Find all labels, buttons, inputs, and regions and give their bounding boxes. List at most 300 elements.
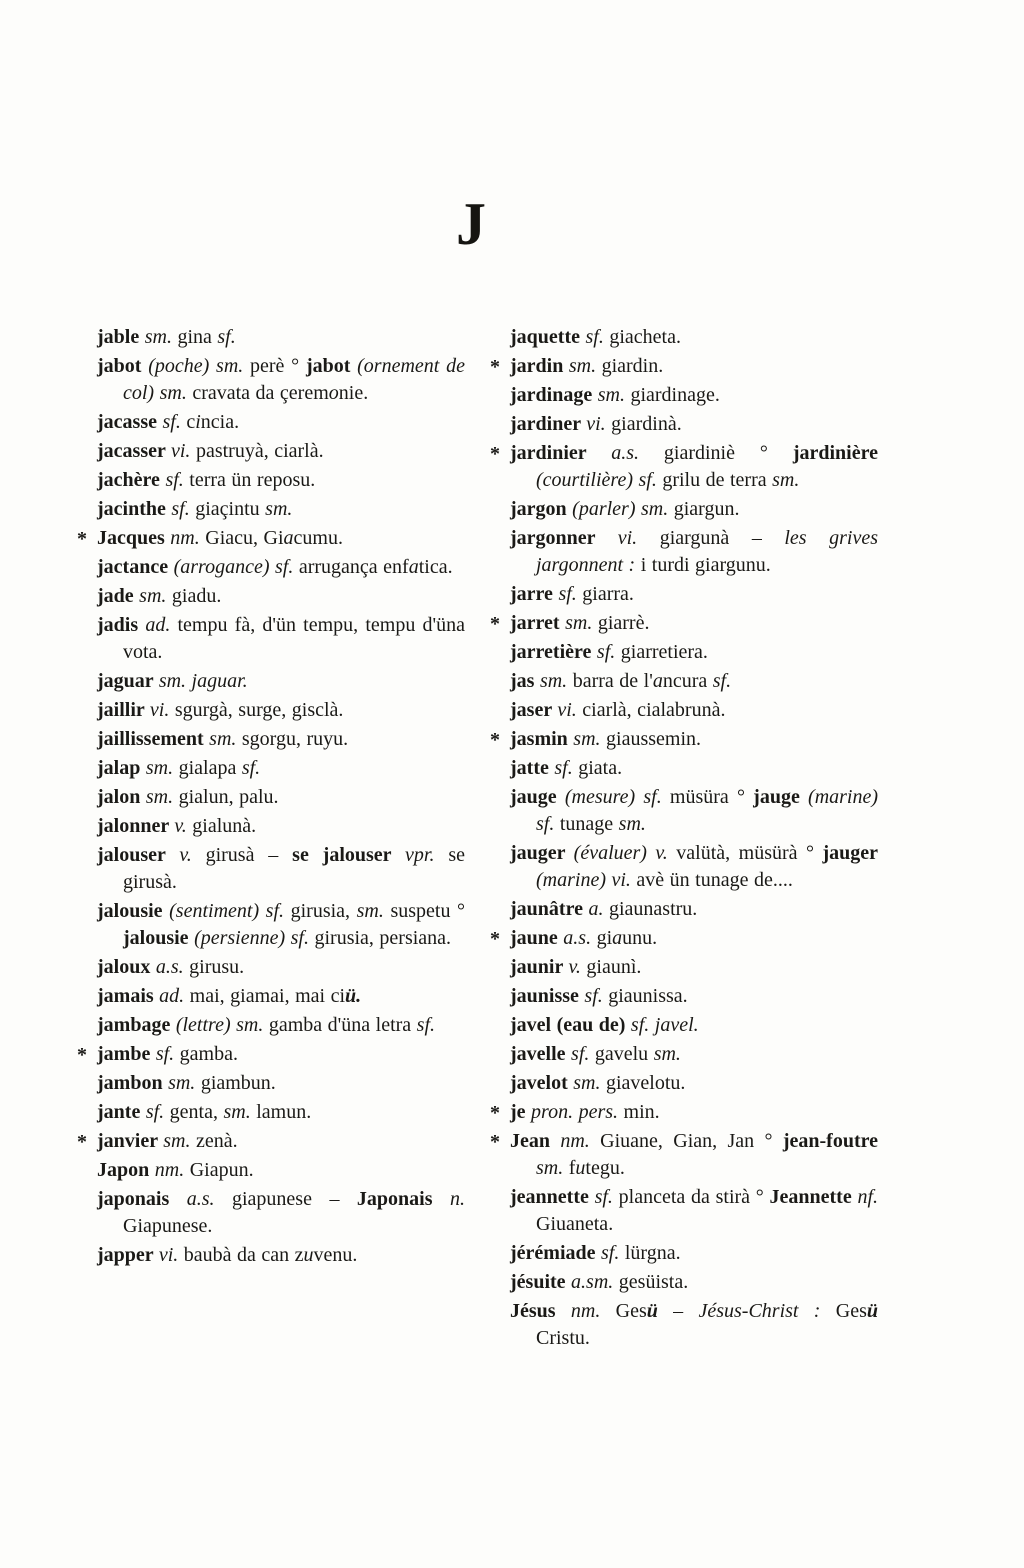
entry-text: giarretiera. [620,641,708,663]
headword: jaunâtre [510,898,589,920]
entry-text: vi. [171,440,196,462]
entry-text: mai, giamai, mai ci [189,985,346,1007]
dictionary-entry [97,554,465,581]
columns-container [77,324,879,1354]
entry-text: cravata da çerem [192,382,329,404]
entry-text: Ges [835,1300,867,1322]
entry-text: unu. [622,927,658,949]
headword: jarre [510,583,559,605]
entry-text: Jésus-Christ : [698,1300,836,1322]
entry-text: (arrogance) sf. [173,556,299,578]
entry-text: a [408,556,419,578]
entry-text: ü [646,1300,658,1322]
dictionary-entry [510,983,878,1010]
entry-text: gamba. [179,1043,238,1065]
entry-text: tica. [418,556,453,578]
headword: janvier [97,1130,164,1152]
entry-text: sf. [165,469,190,491]
headword: jargonner [510,527,618,549]
dictionary-entry [490,1099,878,1126]
entry-text: sm. [536,1157,569,1179]
dictionary-entry [490,610,878,637]
entry-text: sf. [416,1014,436,1036]
headword: jardinier [510,442,612,464]
entry-text: giardiniè ° [663,442,793,464]
headword: jatte [510,757,555,779]
entry-text: vi. [149,699,175,721]
entry-text: sf. [558,583,583,605]
headword: jaune [510,927,564,949]
common-word-star: * [490,356,500,378]
headword: Jeannette [769,1186,858,1208]
entry-text: Giuaneta. [536,1213,614,1235]
entry-text: (marine) sf. [536,786,879,835]
dictionary-entry [97,755,465,782]
entry-text: o [328,382,339,404]
entry-text: u [575,1157,586,1179]
entry-text: gialun, palu. [178,786,279,808]
headword: jas [510,670,540,692]
dictionary-entry [97,1242,465,1269]
entry-text: sm. [618,813,646,835]
headword: jacasse [97,411,163,433]
entry-text: giambun. [200,1072,276,1094]
entry-text: sm. jaguar. [158,670,248,692]
entry-text: valütà, müsürà ° [676,842,823,864]
entry-text: sm. [163,1130,196,1152]
entry-text: sm. [145,757,179,779]
entry-text: vi. [617,527,660,549]
entry-text: sm. [209,728,242,750]
entry-text: sf. [594,1186,619,1208]
entry-text: sf. [585,326,610,348]
entry-text: giaunì. [586,956,642,978]
headword: jachère [97,469,166,491]
dictionary-entry [97,784,465,811]
entry-text: perè ° [250,355,306,377]
entry-text: sm. [168,1072,201,1094]
entry-text: a.s. [155,956,190,978]
entry-text: giaunissa. [608,985,688,1007]
dictionary-column-left [77,324,466,1354]
dictionary-entry [490,440,878,494]
entry-text: (poche) sm. [148,355,251,377]
entry-text: cumu. [293,527,343,549]
common-word-star: * [490,1102,500,1124]
entry-text: sm. [145,786,179,808]
headword: jaillir [97,699,150,721]
dictionary-entry [510,496,878,523]
dictionary-entry [510,1298,878,1352]
dictionary-entry [510,581,878,608]
common-word-star: * [77,1044,87,1066]
headword: jalap [97,757,146,779]
entry-text: lürgna. [624,1242,681,1264]
dictionary-entry [510,1184,878,1238]
entry-text: v. [179,844,206,866]
headword: jamais [97,985,160,1007]
dictionary-entry [490,925,878,952]
headword: jalouser [97,844,180,866]
entry-text: ad. [159,985,190,1007]
dictionary-entry [97,438,465,465]
headword: jambe [97,1043,156,1065]
entry-text: i turdi giargunu. [640,554,771,576]
common-word-star: * [490,729,500,751]
dictionary-entry [490,353,878,380]
common-word-star: * [490,1131,500,1153]
entry-text: zenà. [195,1130,238,1152]
entry-text: terra ün reposu. [189,469,316,491]
headword: jaunir [510,956,569,978]
entry-text: a.sm. [571,1271,619,1293]
entry-text: nf. [857,1186,879,1208]
entry-text: Ges [615,1300,647,1322]
entry-text: a. [588,898,609,920]
dictionary-entry [510,668,878,695]
entry-text: vpr. [405,844,449,866]
entry-text: a.s. [186,1188,232,1210]
headword: se jalouser [292,844,406,866]
entry-text: vi. [586,413,612,435]
entry-text: giardin. [601,355,664,377]
dictionary-column-right [490,324,879,1354]
headword: jalousie [97,900,170,922]
entry-text: Giuane, Gian, Jan ° [600,1130,783,1152]
entry-text: giardinà. [611,413,682,435]
headword: jacinthe [97,498,172,520]
entry-text: sf. [241,757,261,779]
entry-text: suspetu ° [390,900,466,922]
entry-text: giardinage. [630,384,720,406]
entry-text: girusia, [290,900,357,922]
dictionary-entry [510,411,878,438]
dictionary-entry [510,525,878,579]
entry-text: f [568,1157,576,1179]
entry-text: gamba d'üna letra [268,1014,417,1036]
dictionary-entry [97,496,465,523]
entry-text: (mesure) sf. [564,786,670,808]
dictionary-entry [510,840,878,894]
entry-text: giapunese – [232,1188,357,1210]
entry-text: giata. [578,757,623,779]
headword: jardiner [510,413,587,435]
entry-text: les grives jargonnent : [536,527,879,576]
entry-text: ciarlà, cialabrunà. [582,699,726,721]
dictionary-entry [97,612,465,666]
entry-text: a [612,927,623,949]
entry-text: pron. pers. [531,1101,624,1123]
entry-text: Giapun. [189,1159,254,1181]
headword: Japon [97,1159,155,1181]
entry-text: sf. javel. [630,1014,699,1036]
entry-text: ncia. [200,411,240,433]
entry-text: gialunà. [192,815,257,837]
entry-text: tempu fà, d'ün tempu, tempu d'üna vota. [123,614,466,663]
entry-text: a [283,527,294,549]
dictionary-entry [97,1157,465,1184]
entry-text: sm. [568,355,602,377]
headword: javelot [510,1072,574,1094]
entry-text: sf. [162,411,187,433]
entry-text: tunage [559,813,619,835]
entry-text: sm. [573,728,607,750]
headword: jésuite [510,1271,572,1293]
dictionary-entry [97,353,465,407]
entry-text: sf. [554,757,579,779]
entry-text: genta, [169,1101,224,1123]
entry-text: avè ün tunage de.... [636,869,793,891]
dictionary-entry [97,1099,465,1126]
entry-text: Giacu, Gi [205,527,284,549]
dictionary-entry [77,525,465,552]
headword: javel (eau de) [510,1014,631,1036]
common-word-star: * [490,613,500,635]
headword: javelle [510,1043,572,1065]
entry-text: sf. [584,985,609,1007]
entry-text: vi. [158,1244,184,1266]
entry-text: giarrè. [597,612,650,634]
section-letter-heading: J [456,191,486,257]
entry-text: nm. [560,1130,601,1152]
entry-text: ad. [145,614,178,636]
dictionary-entry [77,1128,465,1155]
entry-text: sm. [539,670,573,692]
entry-text: i [195,411,201,433]
common-word-star: * [490,443,500,465]
headword: jade [97,585,140,607]
headword: jérémiade [510,1242,602,1264]
entry-text: gesüista. [618,1271,689,1293]
entry-text: gavelu [594,1043,654,1065]
entry-text: baubà da can z [183,1244,304,1266]
dictionary-entry [97,409,465,436]
entry-text: sm. [144,326,178,348]
entry-text: sf. [712,670,732,692]
dictionary-entry [510,755,878,782]
headword: jaillissement [97,728,210,750]
headword: Jésus [510,1300,571,1322]
entry-text: gina [177,326,218,348]
dictionary-entry [490,1128,878,1182]
headword: jalon [97,786,146,808]
entry-text: venu. [313,1244,358,1266]
headword: jardinière [792,442,878,464]
headword: jaloux [97,956,156,978]
dictionary-entry [97,898,465,952]
dictionary-entry [510,1041,878,1068]
entry-text: sm. [772,469,800,491]
entry-text: vi. [557,699,583,721]
entry-text: gi [596,927,613,949]
dictionary-entry [97,324,465,351]
dictionary-entry [510,639,878,666]
entry-text: barra de l' [572,670,653,692]
entry-text: Cristu. [536,1327,590,1349]
dictionary-entry [77,1041,465,1068]
headword: jalousie [123,927,195,949]
entry-text: girusu. [189,956,245,978]
headword: jaser [510,699,558,721]
entry-text: giaçintu [195,498,266,520]
entry-text: grilu de terra [662,469,773,491]
dictionary-entry [490,726,878,753]
entry-text: planceta da stirà ° [618,1186,770,1208]
headword: je [510,1101,532,1123]
common-word-star: * [77,528,87,550]
headword: jasmin [510,728,574,750]
headword: jauge [510,786,565,808]
entry-text: tegu. [585,1157,625,1179]
entry-text: pastruyà, ciarlà. [195,440,324,462]
entry-text: (parler) sm. [572,498,674,520]
entry-text: giavelotu. [606,1072,686,1094]
entry-text: ü. [345,985,362,1007]
entry-text: sm. [139,585,172,607]
entry-text: (courtilière) sf. [536,469,663,491]
headword: jaquette [510,326,586,348]
entry-text: (sentiment) sf. [169,900,291,922]
entry-text: giaunastru. [608,898,698,920]
headword: jabot [97,355,149,377]
entry-text: u [303,1244,314,1266]
headword: jauge [753,786,809,808]
dictionary-entry [97,1070,465,1097]
entry-text: lamun. [256,1101,312,1123]
entry-text: sm. [265,498,293,520]
entry-text: sm. [356,900,391,922]
entry-text: ü [866,1300,878,1322]
entry-text: (ornement de col) sm. [123,355,465,404]
headword: jambon [97,1072,169,1094]
entry-text: (lettre) sm. [175,1014,269,1036]
dictionary-entry [97,813,465,840]
entry-text: sf. [145,1101,170,1123]
dictionary-entry [510,1269,878,1296]
headword: jaunisse [510,985,585,1007]
entry-text: sf. [571,1043,595,1065]
dictionary-entry [97,842,465,896]
headword: jable [97,326,145,348]
entry-text: nm. [170,527,206,549]
entry-text: giaussemin. [606,728,702,750]
entry-text: giarra. [582,583,634,605]
headword: jardinage [510,384,598,406]
dictionary-entry [97,954,465,981]
entry-text: girusia, persiana. [314,927,452,949]
entry-text: a.s. [563,927,597,949]
headword: jargon [510,498,573,520]
headword: Jacques [97,527,171,549]
headword: jambage [97,1014,176,1036]
headword: jean-foutre [782,1130,878,1152]
entry-text: nm. [154,1159,190,1181]
dictionary-entry [510,1240,878,1267]
entry-text: n. [449,1188,465,1210]
headword: Japonais [356,1188,450,1210]
dictionary-entry [510,324,878,351]
entry-text: sf. [217,326,236,348]
headword: jeannette [510,1186,595,1208]
entry-text: girusà – [205,844,293,866]
dictionary-entry [97,467,465,494]
dictionary-entry [97,726,465,753]
entry-text: sm. [653,1043,681,1065]
entry-text: gialapa [178,757,242,779]
headword: jante [97,1101,146,1123]
entry-text: a [652,670,663,692]
headword: japonais [97,1188,187,1210]
headword: Jean [510,1130,561,1152]
common-word-star: * [77,1131,87,1153]
entry-text: a.s. [611,442,664,464]
dictionary-entry [510,697,878,724]
dictionary-entry [510,1012,878,1039]
entry-text: müsüra ° [669,786,754,808]
headword: jadis [97,614,146,636]
dictionary-entry [510,954,878,981]
dictionary-entry [510,382,878,409]
entry-text: giargun. [673,498,740,520]
entry-text: nm. [570,1300,616,1322]
headword: jaguar [97,670,159,692]
entry-text: sf. [155,1043,180,1065]
dictionary-entry [97,668,465,695]
headword: jarret [510,612,566,634]
entry-text: Giapunese. [123,1215,213,1237]
entry-text: sm. [573,1072,606,1094]
entry-text: (marine) vi. [536,869,637,891]
entry-text: sgurgà, surge, gisclà. [174,699,344,721]
dictionary-entry [97,1186,465,1240]
entry-text: (évaluer) v. [573,842,677,864]
entry-text: sf. [596,641,621,663]
entry-text: sm. [223,1101,257,1123]
entry-text: giargunà – [659,527,785,549]
common-word-star: * [490,928,500,950]
entry-text: giacheta. [609,326,681,348]
dictionary-entry [97,583,465,610]
entry-text: sf. [171,498,196,520]
entry-text: – [657,1300,699,1322]
entry-text: sgorgu, ruyu. [241,728,349,750]
entry-text: arrugança enf [298,556,409,578]
entry-text: giadu. [171,585,222,607]
dictionary-entry [97,983,465,1010]
entry-text: (persienne) sf. [194,927,315,949]
headword: jabot [305,355,358,377]
headword: jauger [822,842,879,864]
headword: japper [97,1244,159,1266]
headword: jacasser [97,440,171,462]
headword: jauger [510,842,574,864]
entry-text: v. [568,956,587,978]
entry-text: nie. [338,382,369,404]
entry-text: v. [174,815,193,837]
dictionary-entry [97,1012,465,1039]
dictionary-entry [510,784,878,838]
entry-text: c [186,411,196,433]
headword: jactance [97,556,174,578]
entry-text: se girusà. [123,844,465,893]
entry-text: ncura [662,670,713,692]
headword: jalonner [97,815,175,837]
entry-text: sm. [565,612,598,634]
entry-text: sm. [597,384,631,406]
headword: jardin [510,355,569,377]
entry-text: min. [623,1101,660,1123]
headword: jarretière [510,641,597,663]
